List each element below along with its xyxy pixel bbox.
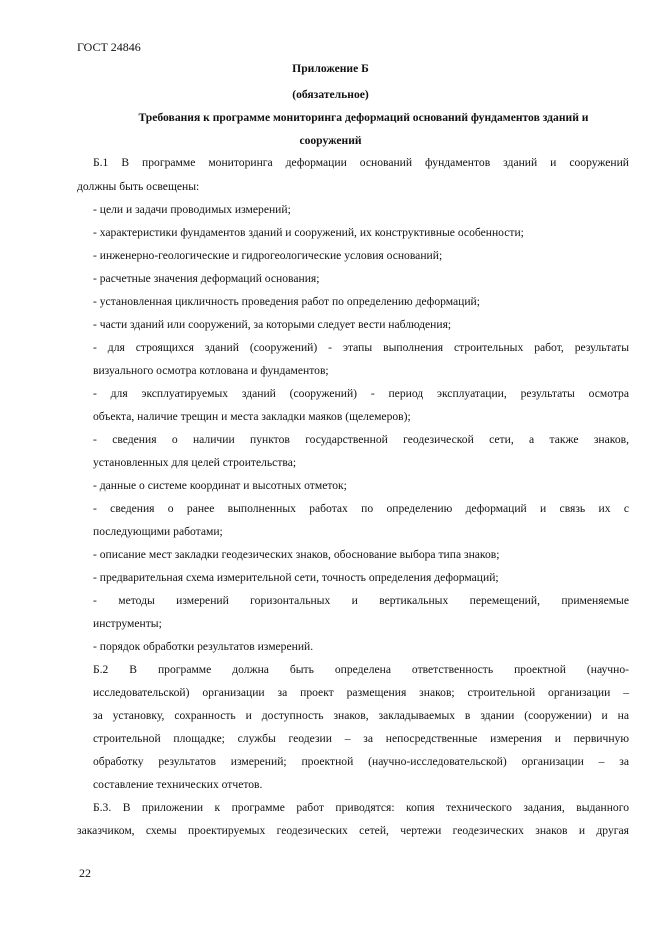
list-item-10: - данные о системе координат и высотных отметок; bbox=[93, 479, 347, 492]
list-item-14-line-2: инструменты; bbox=[93, 617, 162, 630]
document-code-header: ГОСТ 24846 bbox=[77, 40, 141, 54]
paragraph-b2-line-6: составление технических отчетов. bbox=[93, 778, 263, 791]
paragraph-b2-line-4: строительной площадке; службы геодезии – за непосредственные измерения и первичную bbox=[93, 732, 629, 745]
list-item-7-line-1: - для строящихся зданий (сооружений) - этапы выполнения строительных работ, результаты bbox=[93, 341, 629, 354]
paragraph-b3-line-2: заказчиком, схемы проектируемых геодезических сетей, чертежи геодезических знаков и другая bbox=[77, 824, 629, 837]
appendix-status: (обязательное) bbox=[292, 88, 369, 101]
list-item-6: - части зданий или сооружений, за которыми следует вести наблюдения; bbox=[93, 318, 452, 331]
list-item-9-line-1: - сведения о наличии пунктов государственной геодезической сети, а также знаков, bbox=[93, 433, 629, 446]
paragraph-b3-line-1: Б.3. В приложении к программе работ приводятся: копия технического задания, выданного bbox=[93, 801, 629, 814]
list-item-13: - предварительная схема измерительной сети, точность определения деформаций; bbox=[93, 571, 499, 584]
appendix-title: Приложение Б bbox=[292, 62, 369, 75]
list-item-8-line-1: - для эксплуатируемых зданий (сооружений) - период эксплуатации, результаты осмотра bbox=[93, 387, 629, 400]
list-item-14-line-1: - методы измерений горизонтальных и вертикальных перемещений, применяемые bbox=[93, 594, 629, 607]
paragraph-b2-line-2: исследовательской) организации за проект размещения знаков; строительной организации – bbox=[93, 686, 629, 699]
list-item-12: - описание мест закладки геодезических знаков, обоснование выбора типа знаков; bbox=[93, 548, 500, 561]
appendix-heading-line-1: Требования к программе мониторинга деформаций оснований фундаментов зданий и bbox=[138, 111, 589, 124]
list-item-11-line-1: - сведения о ранее выполненных работах по определению деформаций и связь их с bbox=[93, 502, 629, 515]
list-item-8-line-2: объекта, наличие трещин и места закладки маяков (щелемеров); bbox=[93, 410, 411, 423]
paragraph-b1-line-2: должны быть освещены: bbox=[77, 180, 200, 193]
paragraph-b2-line-3: за установку, сохранность и доступность знаков, закладываемых в здании (сооружении) и на bbox=[93, 709, 629, 722]
list-item-7-line-2: визуального осмотра котлована и фундаментов; bbox=[93, 364, 329, 377]
list-item-9-line-2: установленных для целей строительства; bbox=[93, 456, 297, 469]
paragraph-b1-line-1: Б.1 В программе мониторинга деформации оснований фундаментов зданий и сооружений bbox=[93, 156, 629, 169]
list-item-2: - характеристики фундаментов зданий и сооружений, их конструктивные особенности; bbox=[93, 226, 524, 239]
list-item-4: - расчетные значения деформаций основания; bbox=[93, 272, 320, 285]
list-item-1: - цели и задачи проводимых измерений; bbox=[93, 203, 291, 216]
list-item-5: - установленная цикличность проведения работ по определению деформаций; bbox=[93, 295, 480, 308]
paragraph-b2-line-5: обработку результатов измерений; проектной (научно-исследовательской) организации – за bbox=[93, 755, 629, 768]
list-item-15: - порядок обработки результатов измерений. bbox=[93, 640, 314, 653]
page-number: 22 bbox=[79, 866, 91, 880]
list-item-3: - инженерно-геологические и гидрогеологические условия оснований; bbox=[93, 249, 443, 262]
list-item-11-line-2: последующими работами; bbox=[93, 525, 223, 538]
appendix-heading-line-2: сооружений bbox=[299, 134, 362, 147]
paragraph-b2-line-1: Б.2 В программе должна быть определена ответственность проектной (научно- bbox=[93, 663, 629, 676]
